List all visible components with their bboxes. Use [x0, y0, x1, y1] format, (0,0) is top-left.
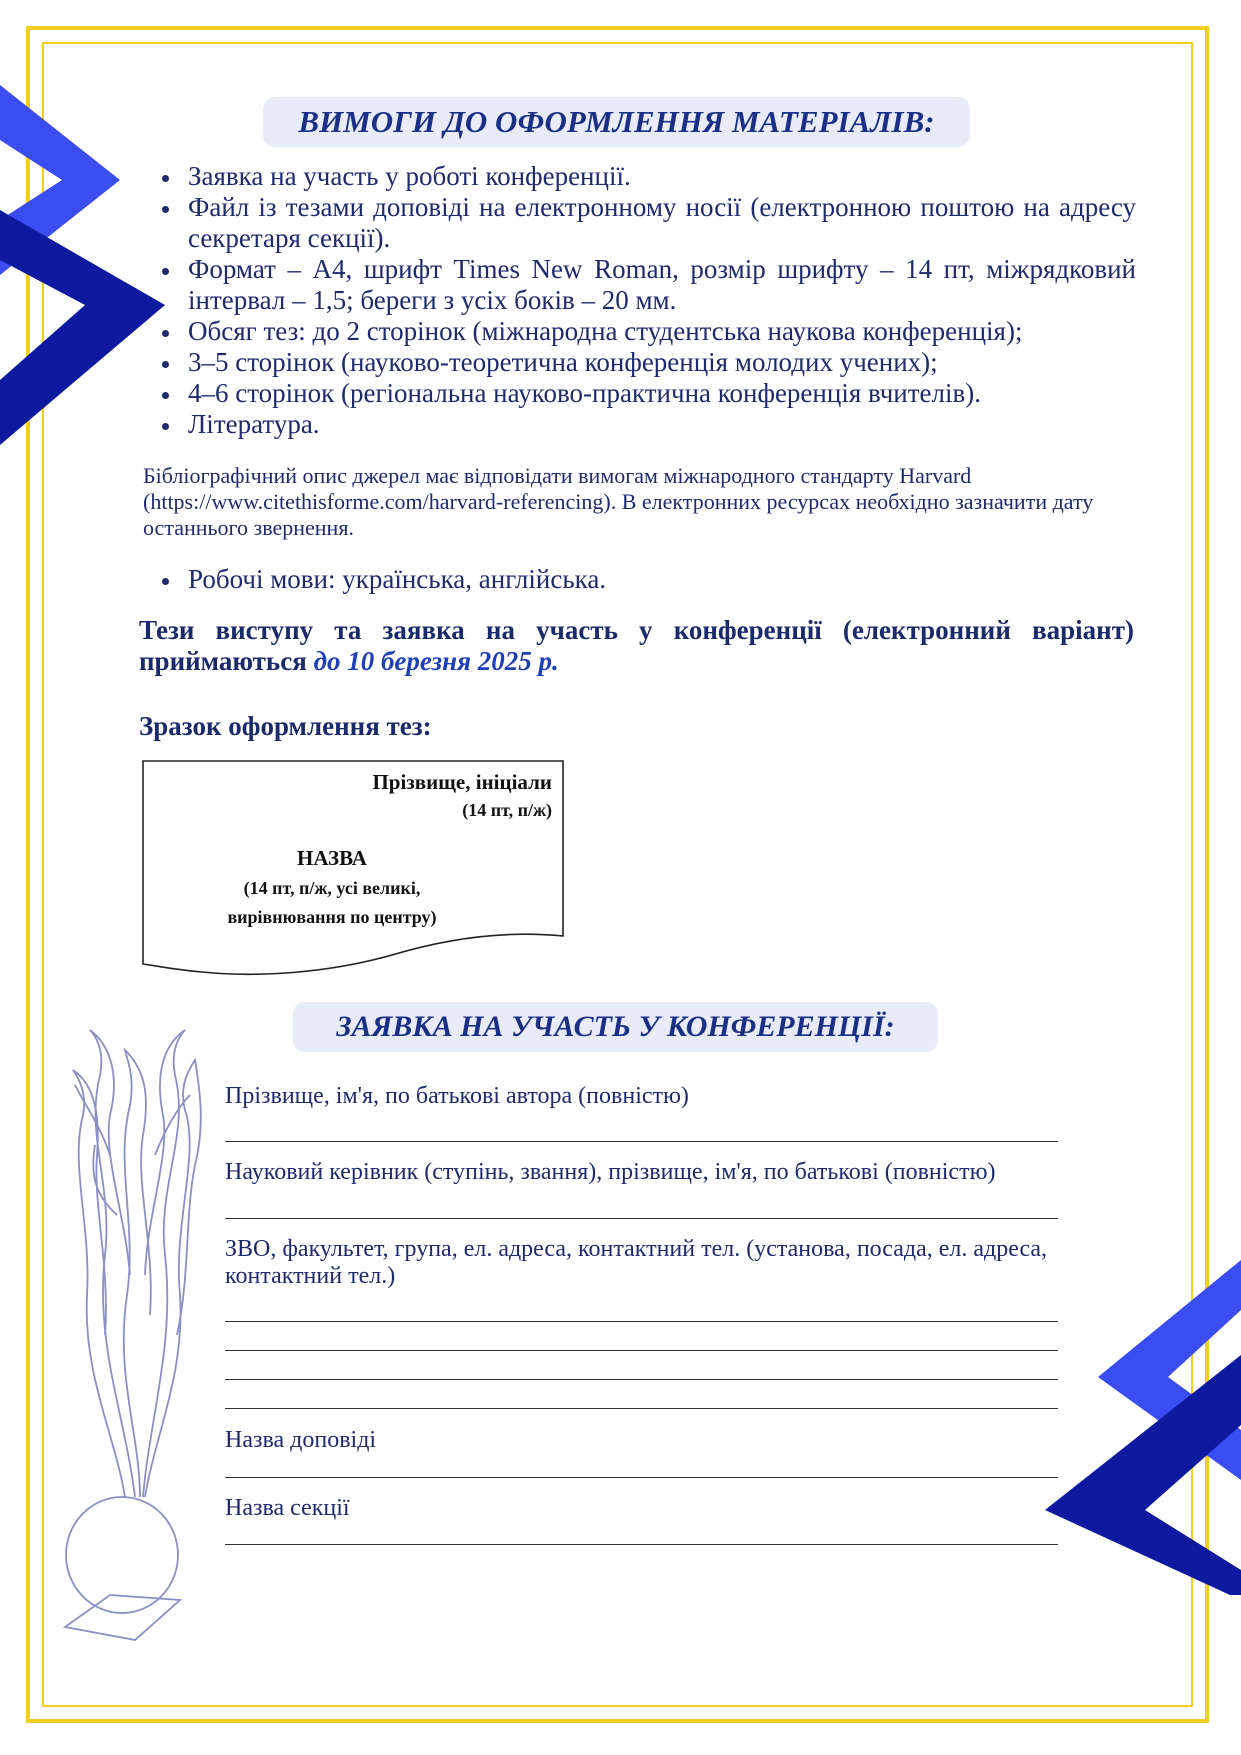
field-institution-label: ЗВО, факультет, група, ел. адреса, контактний тел. (установа, посада, ел. адреса, контактний тел.) — [225, 1236, 1048, 1289]
list-item: Заявка на участь у роботі конференції. — [140, 161, 1136, 192]
sample-author-line: Прізвище, ініціали — [372, 770, 552, 794]
list-item: 4–6 сторінок (регіональна науково-практична конференція вчителів). — [140, 378, 1136, 409]
bibliography-note: Бібліографічний опис джерел має відповідати вимогам міжнародного стандарту Harvard (https://www.citethisforme.com/harvard-referencing). В електронних ресурсах необхідно зазначити дату останнього звернення. — [143, 463, 1094, 540]
field-institution-line-2[interactable] — [225, 1350, 1058, 1351]
list-item: Файл із тезами доповіді на електронному носії (електронною поштою на адресу секретаря секції). — [140, 192, 1136, 254]
field-author-line[interactable] — [225, 1141, 1058, 1142]
field-report-title-line[interactable] — [225, 1477, 1058, 1478]
sample-page-illustration — [142, 760, 566, 977]
list-item: Обсяг тез: до 2 сторінок (міжнародна студентська наукова конференція); — [140, 316, 1136, 347]
sample-title-line: НАЗВА — [297, 846, 367, 870]
field-institution-line-3[interactable] — [225, 1379, 1058, 1380]
sample-label: Зразок оформлення тез: — [139, 711, 432, 741]
list-item: Література. — [140, 409, 1136, 440]
sample-title-format-1: (14 пт, п/ж, усі великі, — [243, 878, 421, 898]
requirements-list — [140, 161, 1136, 440]
field-supervisor-line[interactable] — [225, 1218, 1058, 1219]
list-item: 3–5 сторінок (науково-теоретична конференція молодих учених); — [140, 347, 1136, 378]
deadline-date: до 10 березня 2025 р. — [313, 646, 559, 676]
field-section-label: Назва секції — [225, 1495, 350, 1521]
requirements-heading: ВИМОГИ ДО ОФОРМЛЕННЯ МАТЕРІАЛІВ: — [263, 97, 970, 147]
flame-trophy-sketch — [55, 1015, 215, 1655]
languages-list — [140, 564, 1136, 595]
field-institution-line-4[interactable] — [225, 1408, 1058, 1409]
field-supervisor-label: Науковий керівник (ступінь, звання), прізвище, ім'я, по батькові (повністю) — [225, 1159, 996, 1185]
sample-author-format: (14 пт, п/ж) — [462, 800, 552, 820]
deadline-paragraph — [139, 615, 1134, 677]
field-section-line[interactable] — [225, 1544, 1058, 1545]
field-report-title-label: Назва доповіді — [225, 1427, 377, 1453]
deadline-text: Тези виступу та заявка на участь у конференції (електронний варіант) приймаються — [139, 615, 1134, 676]
application-heading: ЗАЯВКА НА УЧАСТЬ У КОНФЕРЕНЦІЇ: — [293, 1002, 938, 1052]
field-institution-line-1[interactable] — [225, 1321, 1058, 1322]
list-item: Формат – А4, шрифт Times New Roman, розмір шрифту – 14 пт, міжрядковий інтервал – 1,5; береги з усіх боків – 20 мм. — [140, 254, 1136, 316]
sample-title-format-2: вирівнювання по центру) — [227, 907, 437, 927]
field-author-label: Прізвище, ім'я, по батькові автора (повністю) — [225, 1083, 689, 1109]
list-item: Робочі мови: українська, англійська. — [140, 564, 1136, 595]
